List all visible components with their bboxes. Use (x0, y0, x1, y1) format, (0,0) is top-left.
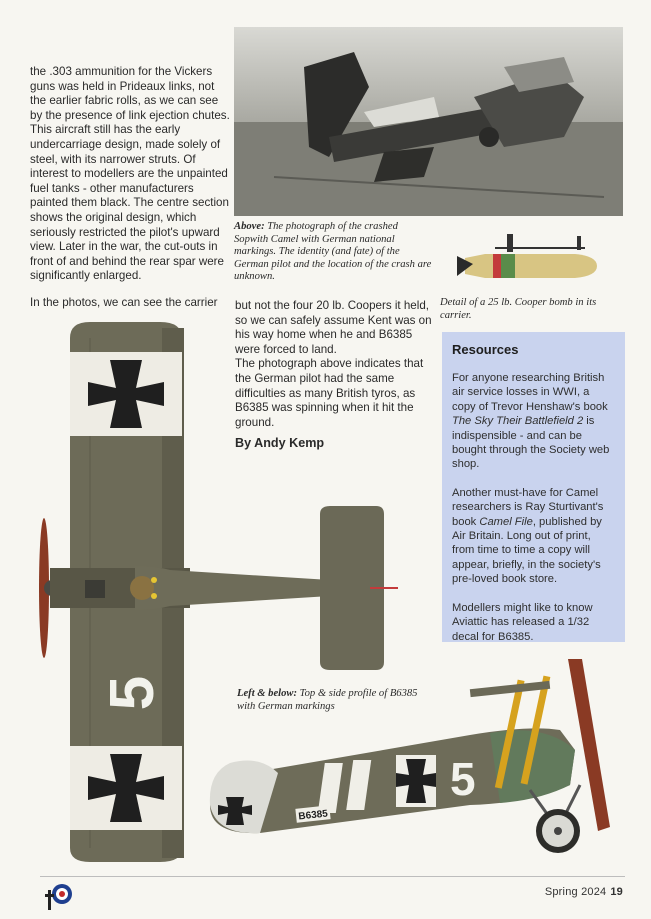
resources-paragraph-1 (452, 371, 613, 472)
bomb-detail-illustration (455, 228, 605, 284)
book-title-sky-battlefield: The Sky Their Battlefield 2 (452, 415, 584, 428)
footer-issue: Spring 2024 (544, 886, 607, 898)
page-number: 19 (610, 886, 623, 898)
side-profile-illustration (200, 655, 625, 860)
photo-caption-lead: Above: (234, 221, 265, 232)
footer-rule (40, 876, 625, 877)
middle-paragraph-2: The photograph above indicates that the German pilot had the same difficulties as many British tyros, as B6385 was spinning when it hit the ground. (235, 357, 424, 429)
bomb-caption: Detail of a 25 lb. Cooper bomb in its carrier. (440, 297, 597, 321)
left-paragraph-2: In the photos, we can see the carrier (30, 295, 218, 309)
left-paragraph-1: the .303 ammunition for the Vickers guns was held in Prideaux links, not the earlier fabric rolls, as we can see by the presence of link ejection chutes. This aircraft still has the early undercarriage design, made solely of steel, with its narrower struts. Of interest to modellers are the unpainted fuel tanks - other manufacturers painted them black. The centre section shows the original design, which seriously restricted the pilot's upward view. Later in the war, the cut-outs in front of and behind the rear spar were significantly enlarged. (30, 65, 230, 283)
photo-caption-text: The photograph of the crashed Sopwith Camel with German national markings. The identity (and fate) of the German pilot and the location of the crash are unknown. (234, 221, 432, 283)
book-title-camel-file: Camel File (479, 515, 533, 528)
byline: By Andy Kemp (235, 436, 325, 450)
top-profile-number: 5 (98, 675, 167, 711)
resources-paragraph-3: Modellers might like to know Aviattic has released a 1/32 decal for B6385. (452, 601, 593, 643)
page-footer (545, 886, 623, 898)
resources-p2-text-end: , published by Air Britain. Long out of print, from time to time a copy will appear, briefly, in the society's pre-loved book store. (452, 515, 602, 586)
left-column-text (30, 65, 230, 323)
side-profile-number: 5 (450, 753, 476, 805)
resources-p1-text: For anyone researching British air service losses in WWI, a copy of Trevor Henshaw's book (452, 372, 608, 413)
side-profile-serial: B6385 (297, 808, 329, 823)
photo-caption (234, 221, 434, 284)
resources-heading: Resources (452, 342, 519, 357)
middle-paragraph-1: but not the four 20 lb. Coopers it held, so we can safely assume Kent was on his way home when he and B6385 were forced to land. (235, 299, 432, 356)
crash-photo (234, 27, 623, 216)
resources-paragraph-2 (452, 486, 613, 587)
resources-p1-text-end: is indispensible - and can be bought through the Society web shop. (452, 415, 610, 471)
resources-p2-text: Another must-have for Camel researchers is Ray Sturtivant's book (452, 486, 604, 528)
profile-caption-text: Top & side profile of B6385 with German markings (237, 688, 418, 712)
resources-box (442, 332, 625, 642)
profile-caption-lead: Left & below: (237, 688, 298, 699)
society-logo-icon (44, 882, 74, 912)
